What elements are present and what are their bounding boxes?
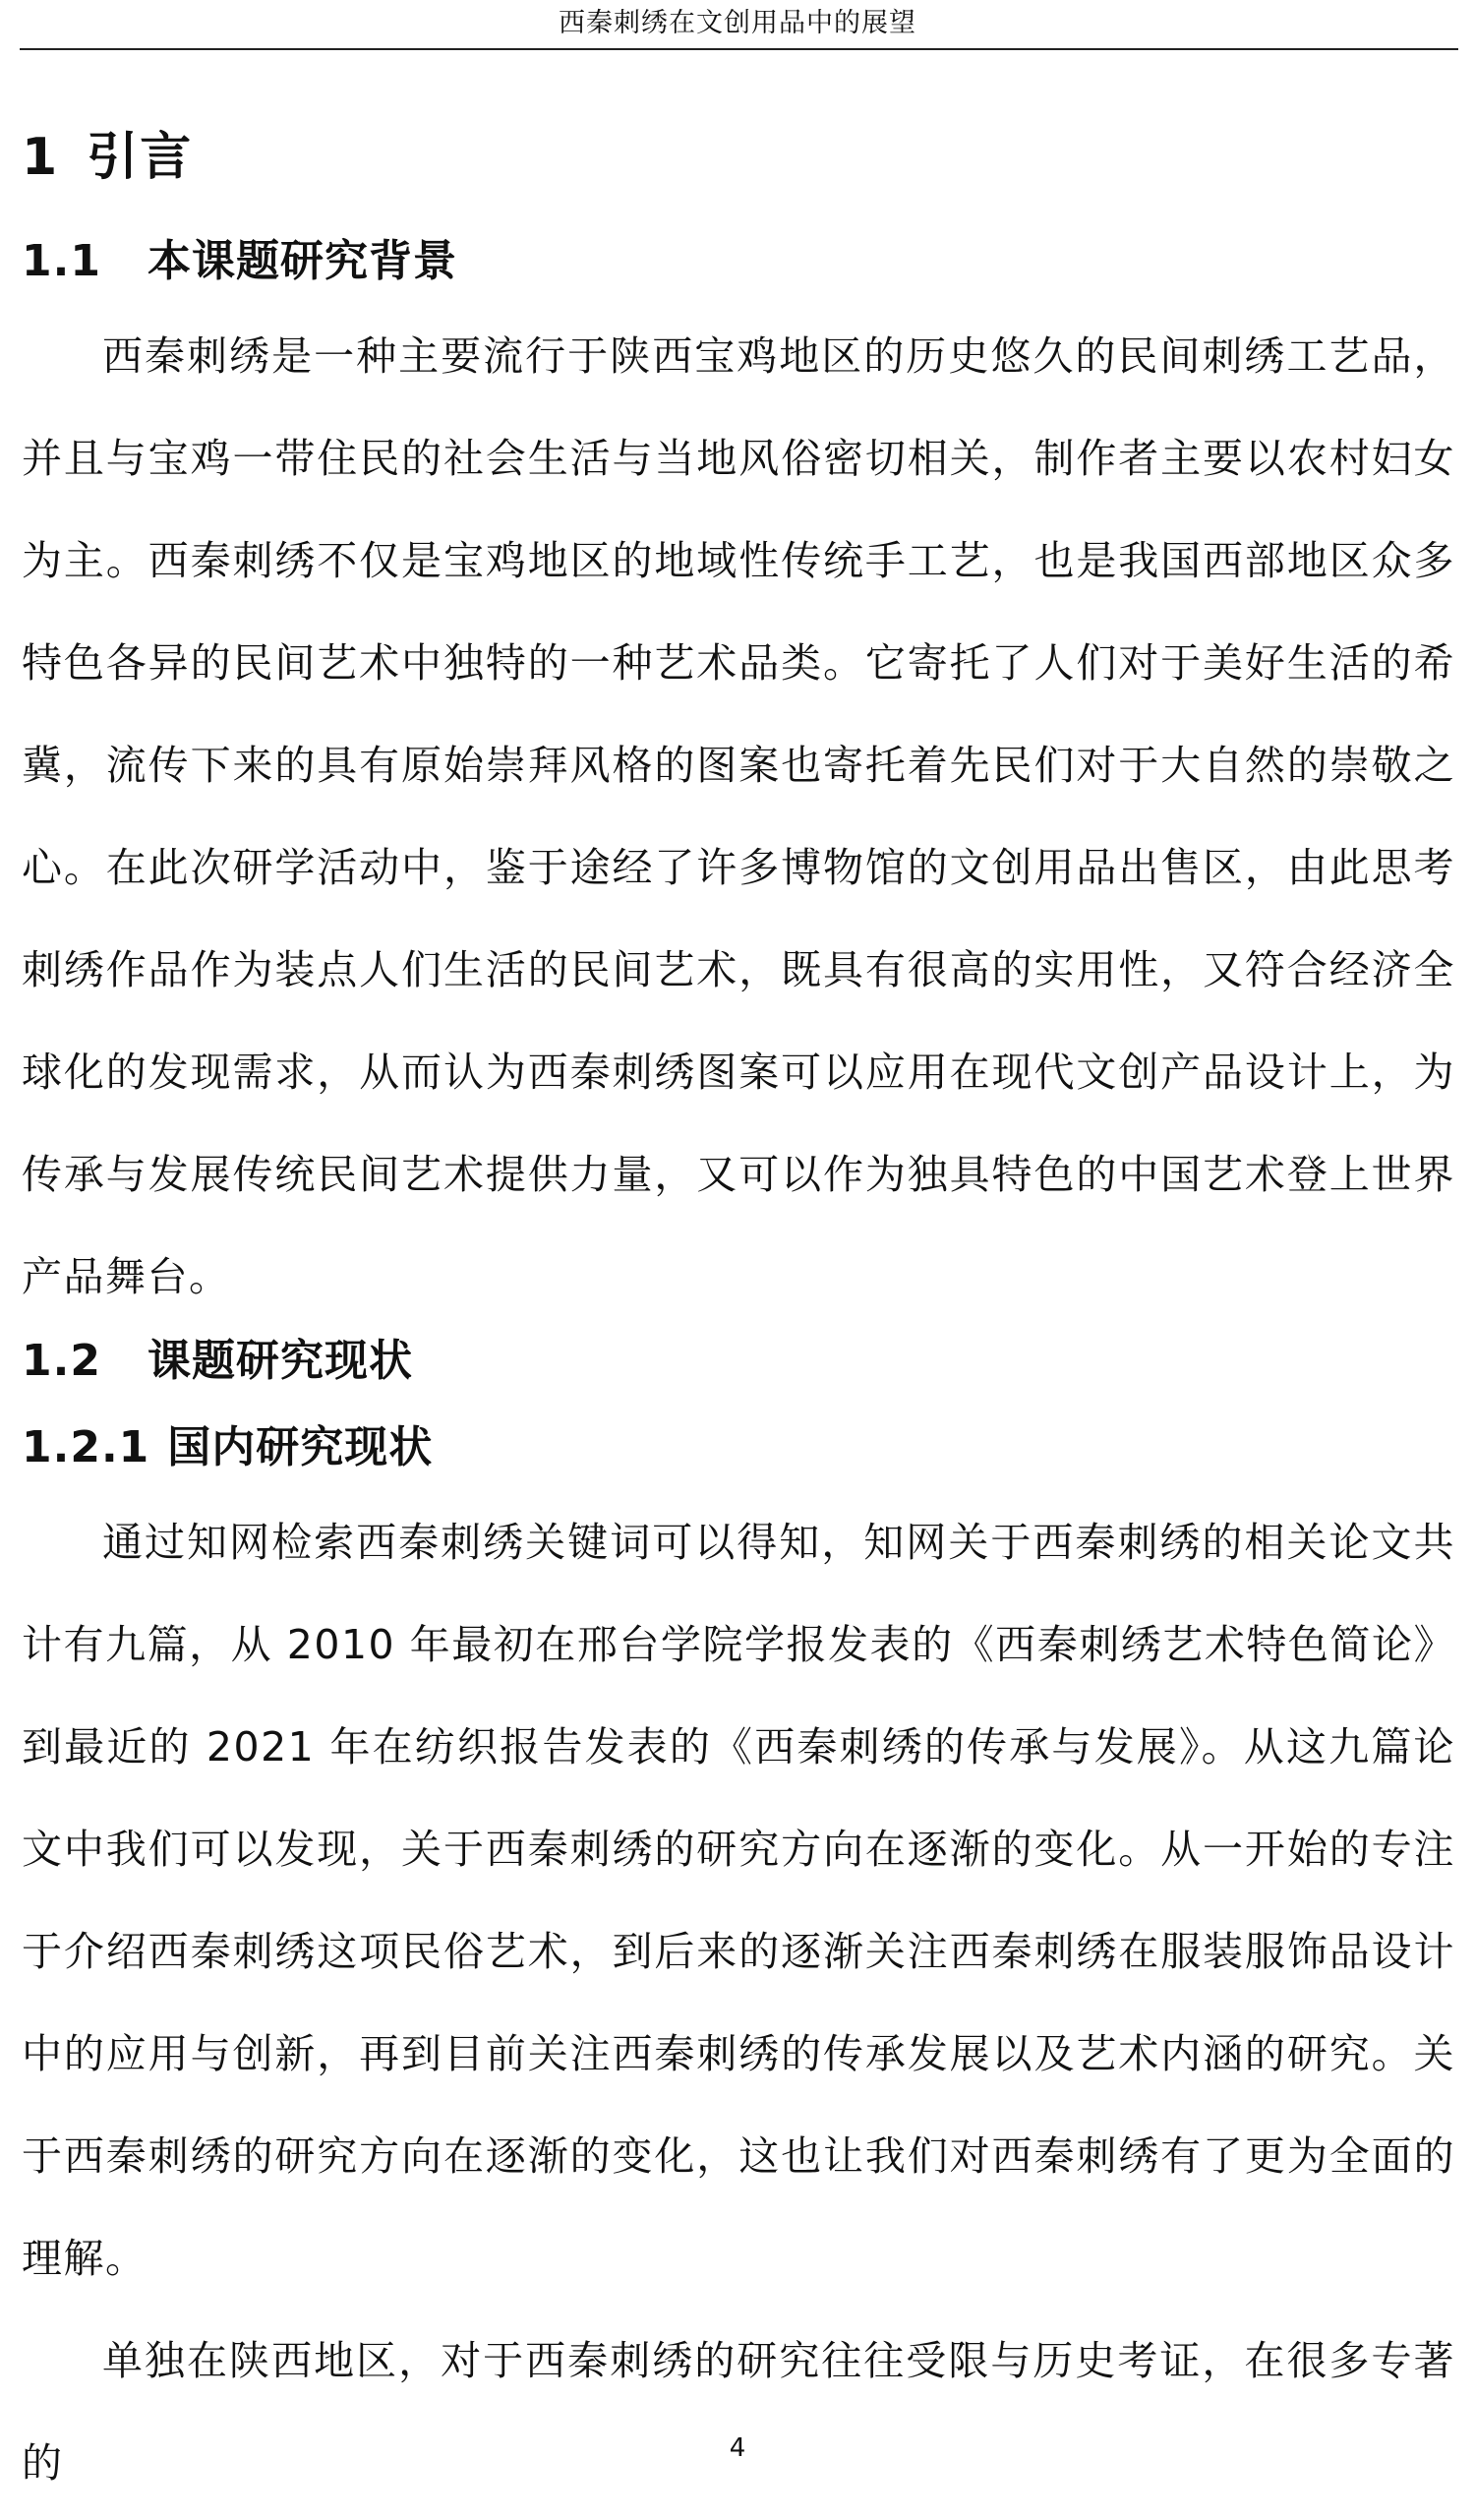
subsection-title: 国内研究现状 xyxy=(167,1422,434,1472)
paragraph-domestic-research: 通过知网检索西秦刺绣关键词可以得知，知网关于西秦刺绣的相关论文共计有九篇，从 2010 年最初在邢台学院学报发表的《西秦刺绣艺术特色简论》到最近的 2021 年在纺织报告发表的《西秦刺绣的传承与发展》。从这九篇论文中我们可以发现，关于西秦刺绣的研究方向在逐渐的变化。从一开始的专注于介绍西秦刺绣这项民俗艺术，到后来的逐渐关注西秦刺绣在服装服饰品设计中的应用与创新，再到目前关注西秦刺绣的传承发展以及艺术内涵的研究。关于西秦刺绣的研究方向在逐渐的变化，这也让我们对西秦刺绣有了更为全面的理解。 xyxy=(22,1519,1455,2282)
subsection-number: 1.2.1 xyxy=(22,1422,150,1472)
paragraph-shaanxi-research: 单独在陕西地区，对于西秦刺绣的研究往往受限与历史考证，在很多专著的 xyxy=(22,2337,1455,2487)
paragraph-background: 西秦刺绣是一种主要流行于陕西宝鸡地区的历史悠久的民间刺绣工艺品，并且与宝鸡一带住民的社会生活与当地风俗密切相关，制作者主要以农村妇女为主。西秦刺绣不仅是宝鸡地区的地域性传统手工艺，也是我国西部地区众多特色各异的民间艺术中独特的一种艺术品类。它寄托了人们对于美好生活的希冀，流传下来的具有原始崇拜风格的图案也寄托着先民们对于大自然的崇敬之心。在此次研学活动中，鉴于途经了许多博物馆的文创用品出售区，由此思考刺绣作品作为装点人们生活的民间艺术，既具有很高的实用性，又符合经济全球化的发现需求，从而认为西秦刺绣图案可以应用在现代文创产品设计上，为传承与发展传统民间艺术提供力量，又可以作为独具特色的中国艺术登上世界产品舞台。 xyxy=(22,332,1455,1300)
chapter-heading xyxy=(22,118,1455,197)
section-heading-1-2 xyxy=(22,1332,1455,1391)
section-title: 课题研究现状 xyxy=(148,1336,413,1386)
section-heading-1-1 xyxy=(22,232,1455,291)
chapter-number: 1 xyxy=(22,128,60,187)
section-number: 1.2 xyxy=(22,1336,101,1386)
page-body xyxy=(22,118,1455,2514)
chapter-title: 引言 xyxy=(87,128,194,187)
subsection-heading-1-2-1 xyxy=(22,1418,1455,1477)
page-number: 4 xyxy=(729,2433,746,2463)
header-rule xyxy=(20,48,1458,50)
section-title: 本课题研究背景 xyxy=(148,236,457,286)
section-number: 1.1 xyxy=(22,236,101,286)
running-header: 西秦刺绣在文创用品中的展望 xyxy=(559,8,916,38)
